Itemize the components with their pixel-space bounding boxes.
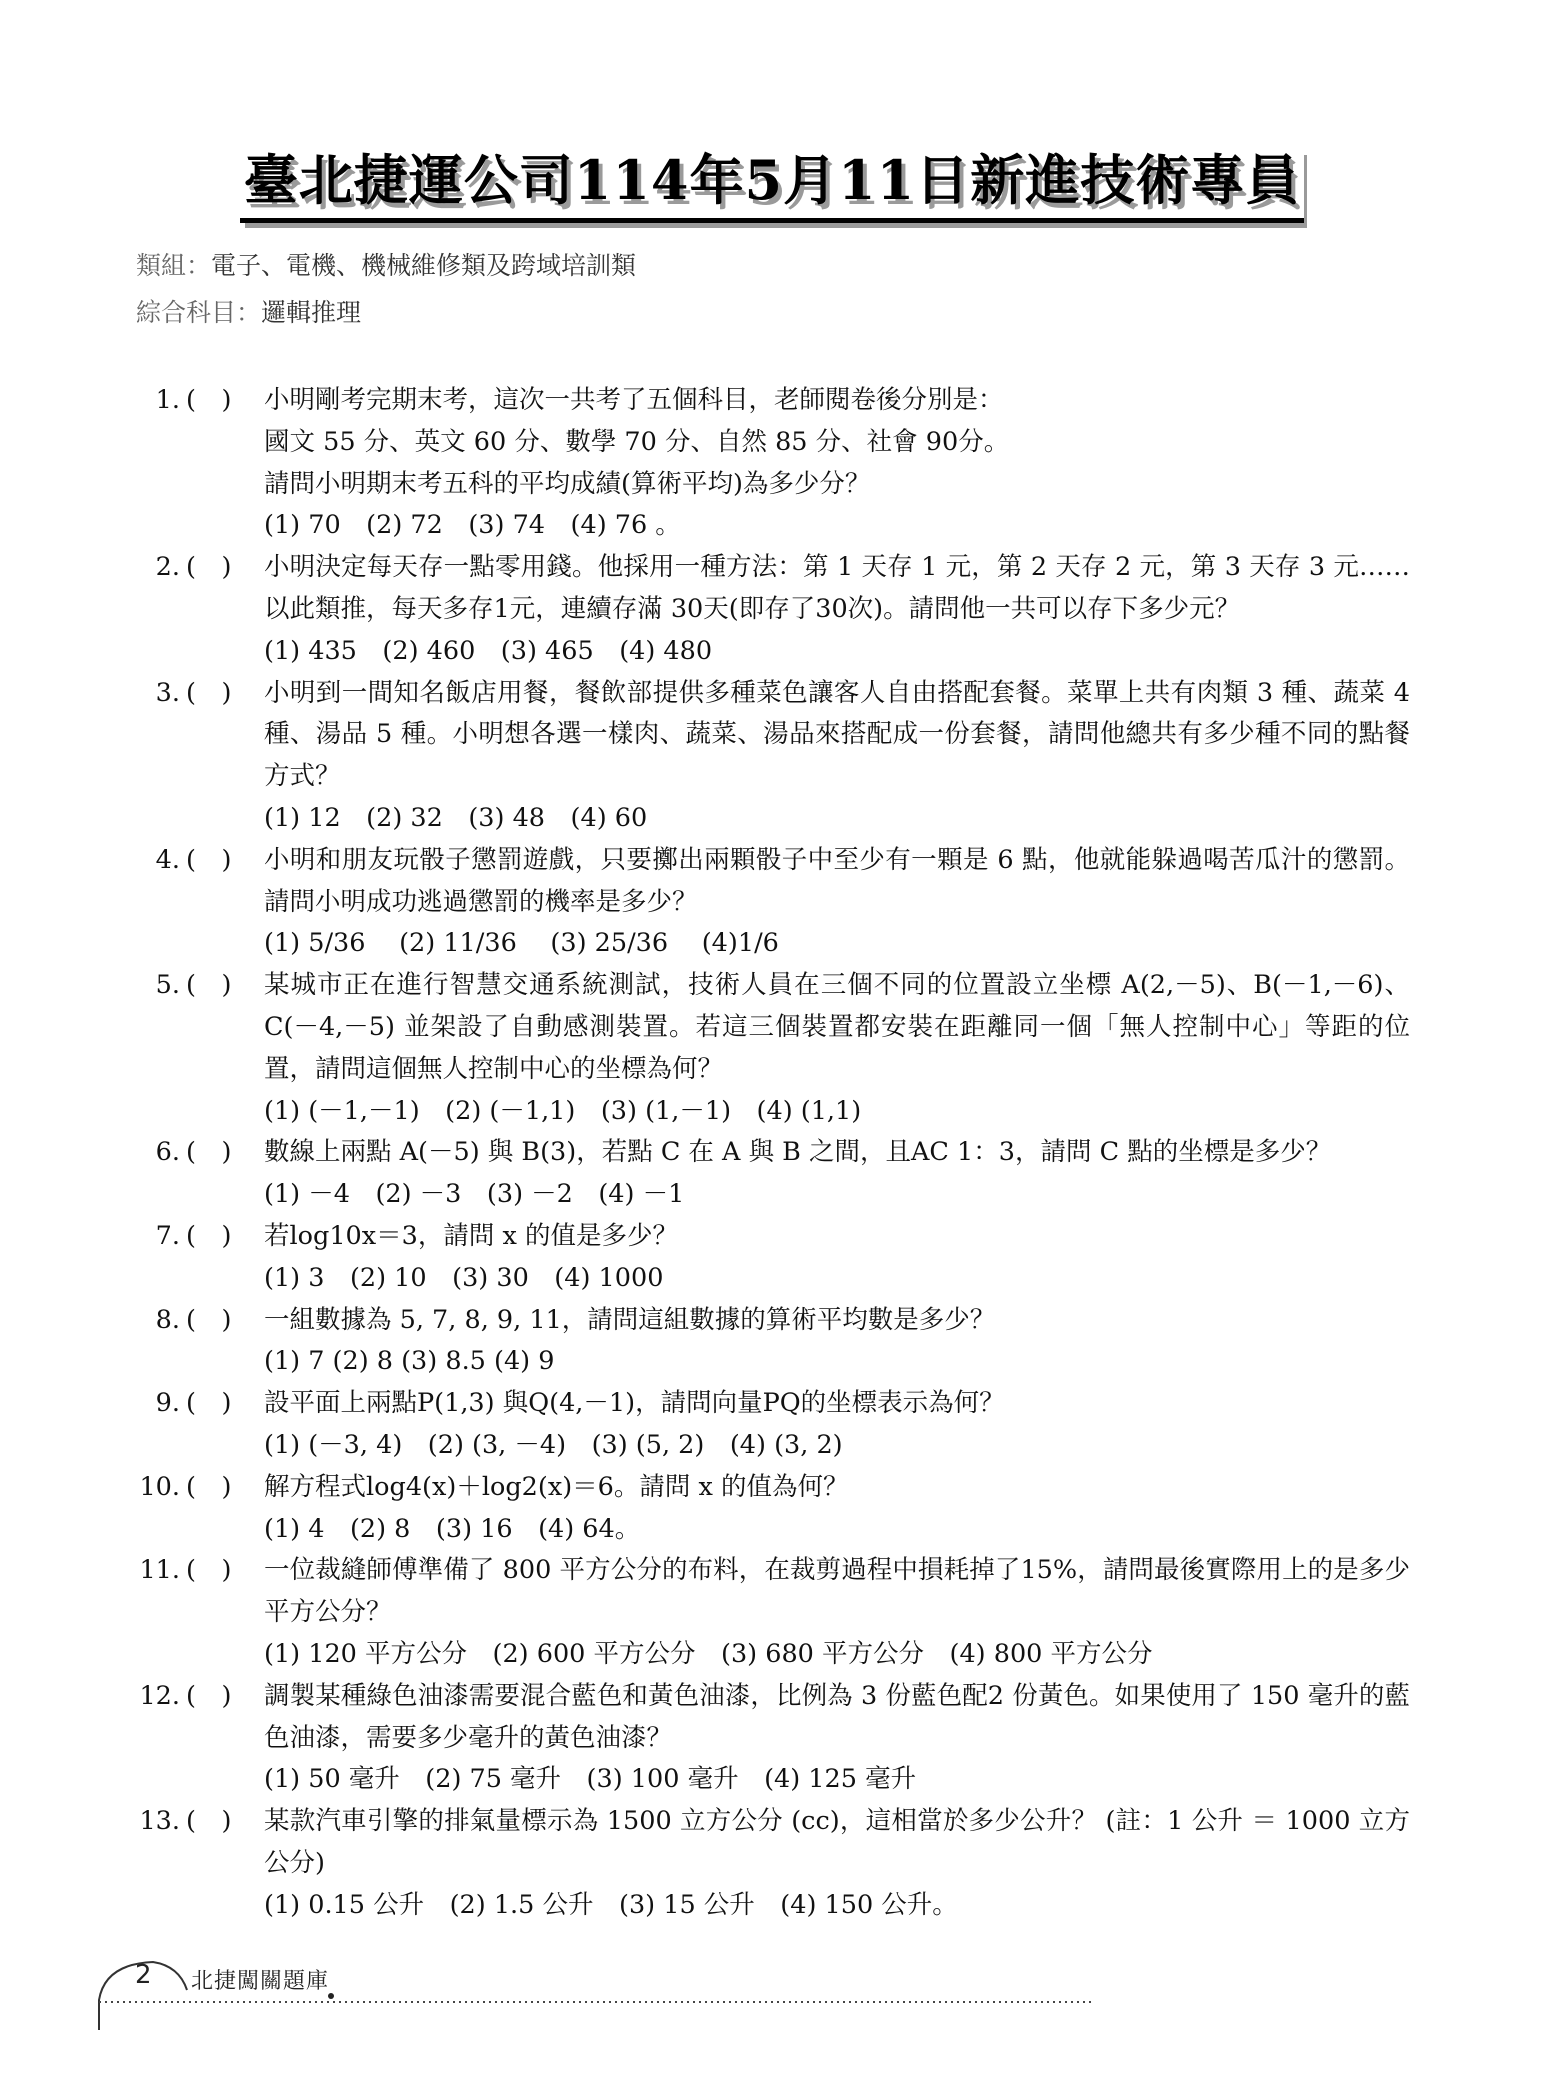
- question-stem: 解方程式log4(x)＋log2(x)＝6。請問 x 的值為何？: [264, 1471, 849, 1502]
- question-stem: 數線上兩點 A(－5) 與 B(3)，若點 C 在 A 與 B 之間，且AC 1：3，請問 C 點的坐標是多少？: [264, 1137, 1332, 1168]
- question-number: 3.: [155, 677, 180, 708]
- question-options: (1) 435 (2) 460 (3) 465 (4) 480: [264, 635, 713, 666]
- question-number: 1.: [155, 385, 180, 415]
- category-value: 電子、電機、機械維修類及跨域培訓類: [211, 251, 637, 280]
- question-item: [130, 547, 1410, 672]
- answer-blank: ( ): [186, 1806, 232, 1837]
- question-options: (1) 4 (2) 8 (3) 16 (4) 64。: [264, 1513, 641, 1544]
- question-item: [130, 1216, 1410, 1300]
- question-item: [130, 1467, 1410, 1551]
- question-stem: 小明到一間知名飯店用餐，餐飲部提供多種菜色讓客人自由搭配套餐。菜單上共有肉類 3 種、蔬菜 4 種、湯品 5 種。小明想各選一樣肉、蔬菜、湯品來搭配成一份套餐，請問他總共有多少種不同的點餐方式？: [264, 677, 1410, 792]
- question-stem: 調製某種綠色油漆需要混合藍色和黃色油漆，比例為 3 份藍色配2 份黃色。如果使用了 150 毫升的藍色油漆，需要多少毫升的黃色油漆？: [264, 1680, 1410, 1753]
- question-number: 11.: [139, 1555, 180, 1586]
- question-options: (1) 5/36 (2) 11/36 (3) 25/36 (4)1/6: [264, 928, 779, 959]
- page-title-block: [0, 148, 1544, 223]
- page-number: 2: [135, 1960, 152, 1990]
- question-item: [130, 1300, 1410, 1384]
- question-options: (1) (－1,－1) (2) (－1,1) (3) (1,－1) (4) (1,1): [264, 1095, 862, 1126]
- subject-value: 邏輯推理: [261, 298, 362, 327]
- question-options: (1) 50 毫升 (2) 75 毫升 (3) 100 毫升 (4) 125 毫升: [264, 1764, 917, 1795]
- question-item: [130, 673, 1410, 840]
- subject-label: 綜合科目：: [136, 298, 262, 327]
- answer-blank: ( ): [186, 1137, 232, 1168]
- question-list: [130, 380, 1410, 1926]
- question-item: [130, 1550, 1410, 1675]
- answer-blank: ( ): [186, 844, 232, 875]
- answer-blank: ( ): [186, 1471, 232, 1502]
- question-number: 4.: [155, 844, 180, 875]
- question-stem: 一位裁縫師傅準備了 800 平方公分的布料，在裁剪過程中損耗掉了15%，請問最後實際用上的是多少平方公分？: [264, 1555, 1410, 1628]
- page-footer: [95, 1960, 1095, 2030]
- question-stem: 某款汽車引擎的排氣量標示為 1500 立方公分 (cc)，這相當於多少公升？ (註：1 公升 ＝ 1000 立方公分): [264, 1806, 1410, 1878]
- answer-blank: ( ): [186, 1555, 232, 1586]
- question-number: 6.: [155, 1137, 180, 1168]
- question-stem: 請問小明期末考五科的平均成績(算術平均)為多少分？: [264, 468, 871, 499]
- question-stem: 小明決定每天存一點零用錢。他採用一種方法：第 1 天存 1 元，第 2 天存 2 元，第 3 天存 3 元……以此類推，每天多存1元，連續存滿 30天(即存了30次)。請問他一共可以存下多少元？: [264, 552, 1410, 624]
- question-item: [130, 1132, 1410, 1216]
- answer-blank: ( ): [186, 385, 232, 415]
- question-options: (1) 3 (2) 10 (3) 30 (4) 1000: [264, 1262, 664, 1293]
- question-item: [130, 1383, 1410, 1467]
- question-number: 2.: [155, 552, 180, 583]
- answer-blank: ( ): [186, 1680, 232, 1711]
- answer-blank: ( ): [186, 1304, 232, 1335]
- book-name: 北捷闖關題庫: [191, 1969, 330, 1994]
- question-stem: 若log10x＝3，請問 x 的值是多少？: [264, 1220, 678, 1251]
- question-stem: 某城市正在進行智慧交通系統測試，技術人員在三個不同的位置設立坐標 A(2,－5)、B(－1,－6)、C(－4,－5) 並架設了自動感測裝置。若這三個裝置都安裝在距離同一個「無人控制中心」等距的位置，請問這個無人控制中心的坐標為何？: [264, 970, 1410, 1084]
- question-item: [130, 840, 1410, 965]
- question-item: [130, 1676, 1410, 1801]
- question-options: (1) 0.15 公升 (2) 1.5 公升 (3) 15 公升 (4) 150 公升。: [264, 1889, 958, 1920]
- question-number: 8.: [155, 1304, 180, 1335]
- question-stem: 小明剛考完期末考，這次一共考了五個科目，老師閱卷後分別是：: [264, 385, 1004, 415]
- question-number: 9.: [155, 1388, 180, 1419]
- answer-blank: ( ): [186, 1388, 232, 1419]
- question-options: (1) 70 (2) 72 (3) 74 (4) 76 。: [264, 510, 681, 541]
- question-number: 7.: [155, 1220, 180, 1251]
- question-options: (1) －4 (2) －3 (3) －2 (4) －1: [264, 1179, 685, 1210]
- answer-blank: ( ): [186, 1220, 232, 1251]
- category-label: 類組：: [136, 251, 212, 280]
- subject-line: [136, 293, 361, 329]
- answer-blank: ( ): [186, 552, 232, 583]
- question-stem: 國文 55 分、英文 60 分、數學 70 分、自然 85 分、社會 90分。: [264, 426, 1010, 457]
- question-number: 10.: [139, 1471, 180, 1502]
- question-stem: 一組數據為 5, 7, 8, 9, 11，請問這組數據的算術平均數是多少？: [264, 1304, 996, 1335]
- answer-blank: ( ): [186, 677, 232, 708]
- question-stem: 設平面上兩點P(1,3) 與Q(4,－1)，請問向量PQ的坐標表示為何？: [264, 1388, 1005, 1419]
- question-item: [130, 965, 1410, 1132]
- question-item: [130, 380, 1410, 547]
- question-item: [130, 1801, 1410, 1926]
- question-number: 5.: [155, 970, 180, 1001]
- question-stem: 小明和朋友玩骰子懲罰遊戲，只要擲出兩顆骰子中至少有一顆是 6 點，他就能躲過喝苦瓜汁的懲罰。請問小明成功逃過懲罰的機率是多少？: [264, 844, 1410, 917]
- question-options: (1) 7 (2) 8 (3) 8.5 (4) 9: [264, 1346, 555, 1377]
- question-number: 12.: [139, 1680, 180, 1711]
- question-options: (1) (－3, 4) (2) (3, －4) (3) (5, 2) (4) (3, 2): [264, 1429, 843, 1460]
- question-number: 13.: [139, 1806, 180, 1837]
- question-options: (1) 12 (2) 32 (3) 48 (4) 60: [264, 802, 648, 833]
- category-line: [136, 246, 636, 282]
- answer-blank: ( ): [186, 970, 232, 1001]
- question-options: (1) 120 平方公分 (2) 600 平方公分 (3) 680 平方公分 (4) 800 平方公分: [264, 1638, 1153, 1669]
- page-title: 臺北捷運公司114年5月11日新進技術專員: [240, 148, 1304, 223]
